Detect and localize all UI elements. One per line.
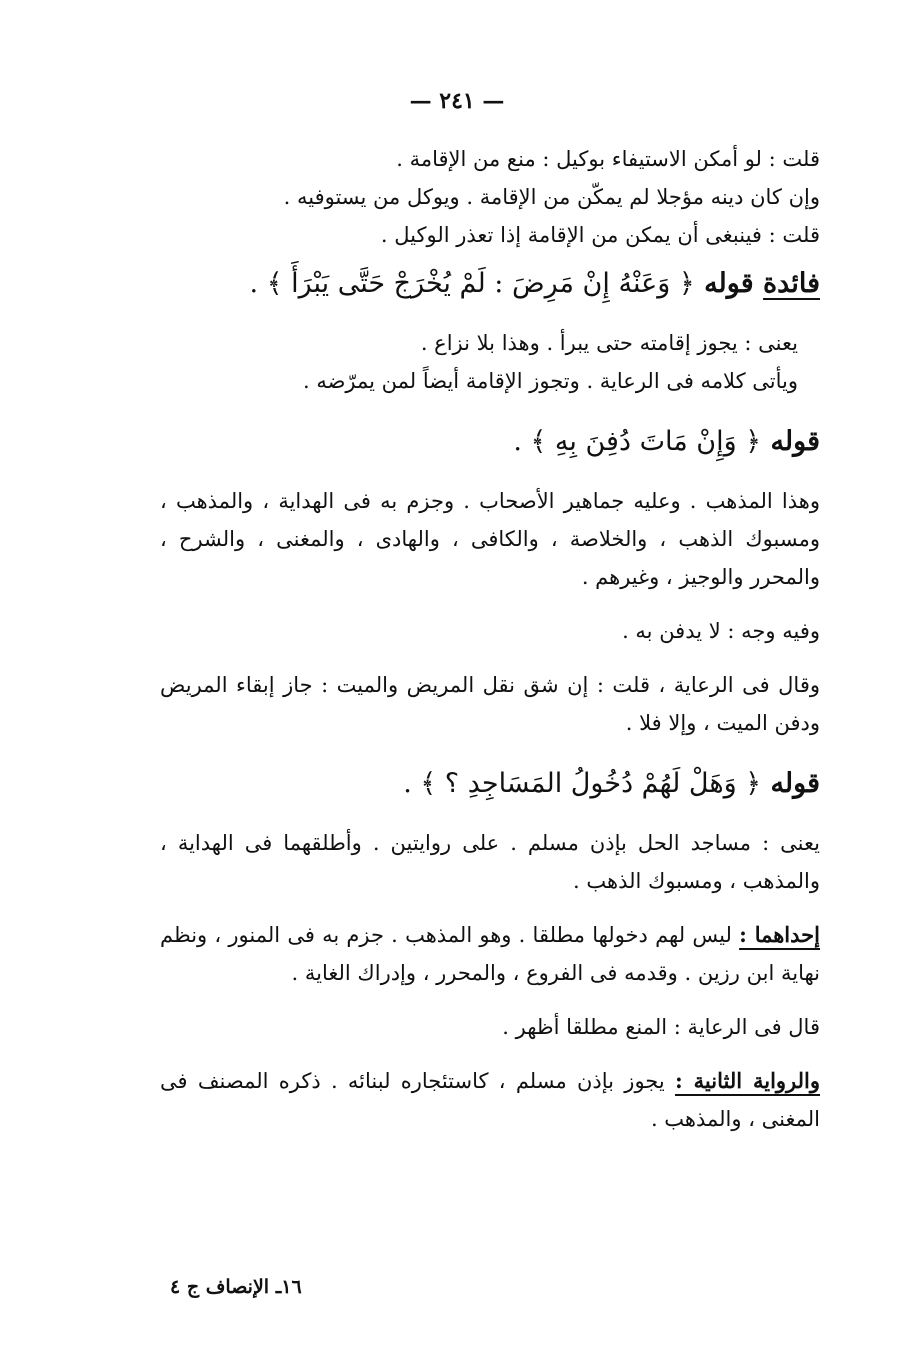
paragraph: وهذا المذهب . وعليه جماهير الأصحاب . وجزم به فى الهداية ، والمذهب ، ومسبوك الذهب ، والخلاصة ، والكافى ، والهادى ، والمغنى ، والشرح ، والمحرر والوجيز ، وغيرهم .	[160, 489, 820, 589]
second-narration-label: والرواية الثانية :	[674, 1068, 820, 1093]
second-narration-text: يجوز بإذن مسلم ، كاستئجاره لبنائه . ذكره المصنف فى المغنى ، والمذهب .	[160, 1069, 820, 1131]
section-heading	[160, 258, 820, 310]
section-heading	[160, 416, 820, 468]
benefit-label: فائدة	[763, 268, 820, 299]
footer-signature: ١٦ـ الإنصاف ج ٤	[170, 1276, 302, 1298]
paragraph	[160, 916, 820, 992]
quoted-text: ﴿ وَهَلْ لَهُمْ دُخُولُ المَسَاجِدِ ؟ ﴾ .	[403, 768, 762, 799]
paragraph	[160, 1062, 820, 1138]
paragraph: قلت : لو أمكن الاستيفاء بوكيل : منع من الإقامة .	[396, 147, 820, 171]
body-text	[160, 140, 820, 1138]
paragraph: قال فى الرعاية : المنع مطلقا أظهر .	[502, 1015, 820, 1039]
paragraph: قلت : فينبغى أن يمكن من الإقامة إذا تعذر الوكيل .	[380, 223, 820, 247]
heading-prefix: قوله	[704, 268, 754, 299]
heading-prefix: قوله	[770, 768, 820, 799]
paragraph: وقال فى الرعاية ، قلت : إن شق نقل المريض والميت : جاز إبقاء المريض ودفن الميت ، وإلا فلا .	[160, 673, 820, 735]
paragraph: وإن كان دينه مؤجلا لم يمكّن من الإقامة . ويوكل من يستوفيه .	[283, 185, 820, 209]
quoted-text: ﴿ وَإِنْ مَاتَ دُفِنَ بِهِ ﴾ .	[513, 426, 762, 457]
paragraph: يعنى : يجوز إقامته حتى يبرأ . وهذا بلا نزاع .	[420, 331, 798, 355]
paragraph: يعنى : مساجد الحل بإذن مسلم . على روايتين . وأطلقهما فى الهداية ، والمذهب ، ومسبوك الذهب .	[160, 831, 820, 893]
heading-prefix: قوله	[770, 426, 820, 457]
paragraph: وفيه وجه : لا يدفن به .	[622, 619, 820, 643]
first-narration-label: إحداهما :	[739, 922, 820, 947]
quoted-text: ﴿ وَعَنْهُ إِنْ مَرِضَ : لَمْ يُخْرَجْ حَتَّى يَبْرَأَ ﴾ .	[249, 268, 695, 299]
page-number: — ٢٤١ —	[409, 88, 505, 114]
first-narration-text: ليس لهم دخولها مطلقا . وهو المذهب . جزم به فى المنور ، ونظم نهاية ابن رزين . وقدمه فى الفروع ، والمحرر ، وإدراك الغاية .	[160, 923, 820, 985]
paragraph: ويأتى كلامه فى الرعاية . وتجوز الإقامة أيضاً لمن يمرّضه .	[302, 369, 798, 393]
section-heading	[160, 758, 820, 810]
